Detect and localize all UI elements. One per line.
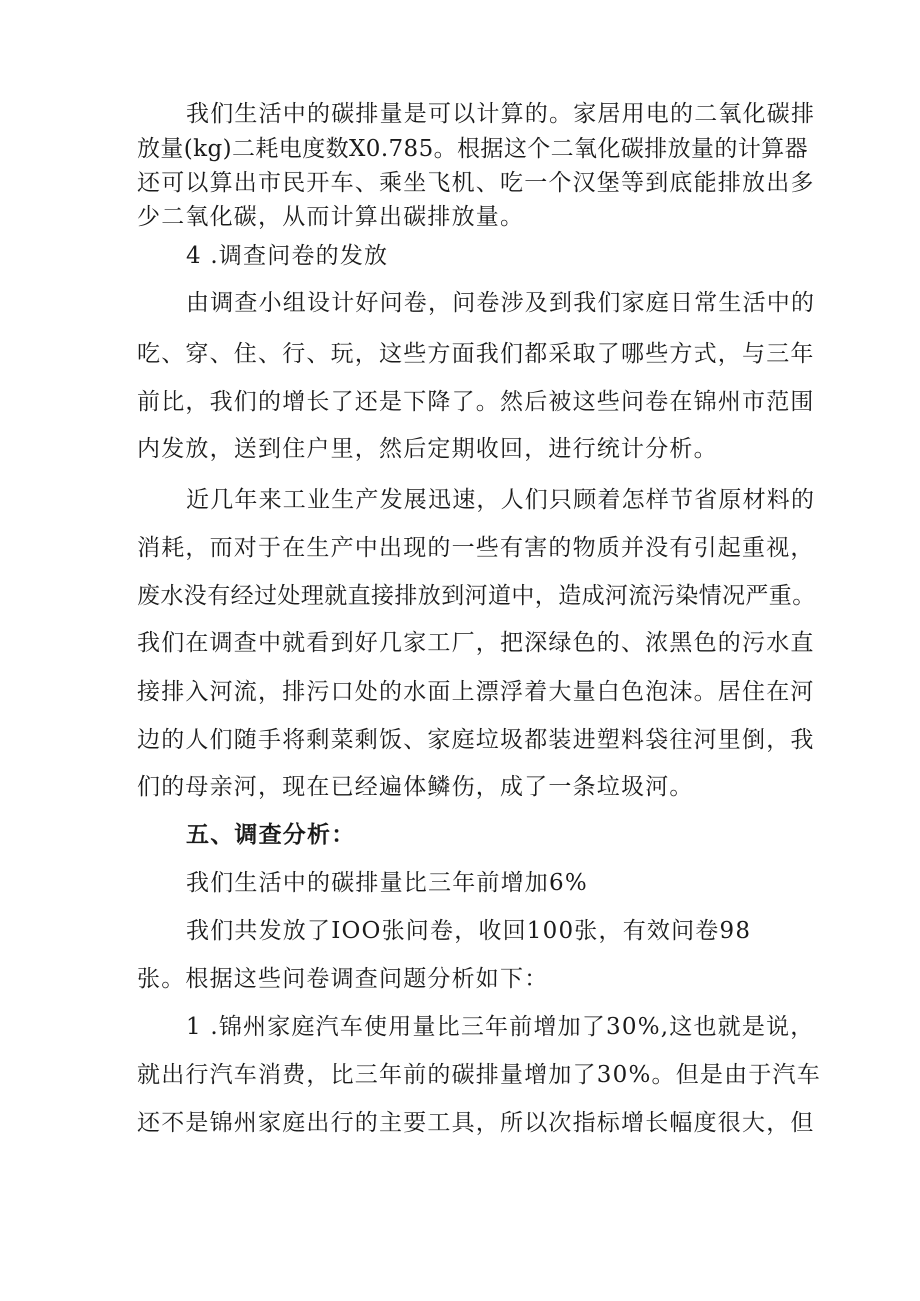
paragraph-line: 们的母亲河，现在已经遍体鳞伤，成了一条垃圾河。 xyxy=(137,774,694,800)
paragraph-line: 消耗，而对于在生产中出现的一些有害的物质并没有引起重视， xyxy=(137,535,815,561)
paragraph-line: 前比，我们的增长了还是下降了。然后被这些问卷在锦州市范围 xyxy=(137,389,815,415)
paragraph-line: 放量(kg)二耗电度数X0.785。根据这个二氧化碳排放量的计算器 xyxy=(137,136,809,162)
paragraph-line: 吃、穿、住、行、玩，这些方面我们都采取了哪些方式，与三年 xyxy=(137,341,815,367)
paragraph-line: 少二氧化碳，从而计算出碳排放量。 xyxy=(137,204,525,230)
paragraph-line: 边的人们随手将剩菜剩饭、家庭垃圾都装进塑料袋往河里倒，我 xyxy=(137,727,815,753)
paragraph-line: 还可以算出市民开车、乘坐飞机、吃一个汉堡等到底能排放出多 xyxy=(137,170,815,196)
paragraph-line: 我们生活中的碳排量是可以计算的。家居用电的二氧化碳排 xyxy=(186,101,816,127)
section-heading: 五、调查分析： xyxy=(186,821,356,848)
paragraph-line: 接排入河流，排污口处的水面上漂浮着大量白色泡沫。居住在河 xyxy=(137,679,815,705)
section-heading: 4 .调查问卷的发放 xyxy=(186,243,389,269)
paragraph-line: 就出行汽车消费，比三年前的碳排量增加了30%。但是由于汽车 xyxy=(137,1062,821,1088)
paragraph-line: 我们在调查中就看到好几家工厂，把深绿色的、浓黑色的污水直 xyxy=(137,630,815,656)
paragraph-line: 我们生活中的碳排量比三年前增加6% xyxy=(186,870,588,896)
paragraph-line: 近几年来工业生产发展迅速，人们只顾着怎样节省原材料的 xyxy=(186,487,816,513)
paragraph-line: 由调查小组设计好问卷，问卷涉及到我们家庭日常生活中的 xyxy=(186,290,816,316)
paragraph-line: 我们共发放了IOO张问卷，收回100张，有效问卷98 xyxy=(186,918,752,944)
paragraph-line: 张。根据这些问卷调查问题分析如下： xyxy=(137,966,549,992)
paragraph-line: 内发放，送到住户里，然后定期收回，进行统计分析。 xyxy=(137,436,718,462)
paragraph-line: 1 .锦州家庭汽车使用量比三年前增加了30%,这也就是说， xyxy=(186,1014,815,1040)
paragraph-line: 还不是锦州家庭出行的主要工具，所以次指标增长幅度很大，但 xyxy=(137,1110,815,1136)
paragraph-line: 废水没有经过处理就直接排放到河道中，造成河流污染情况严重。 xyxy=(137,583,816,609)
